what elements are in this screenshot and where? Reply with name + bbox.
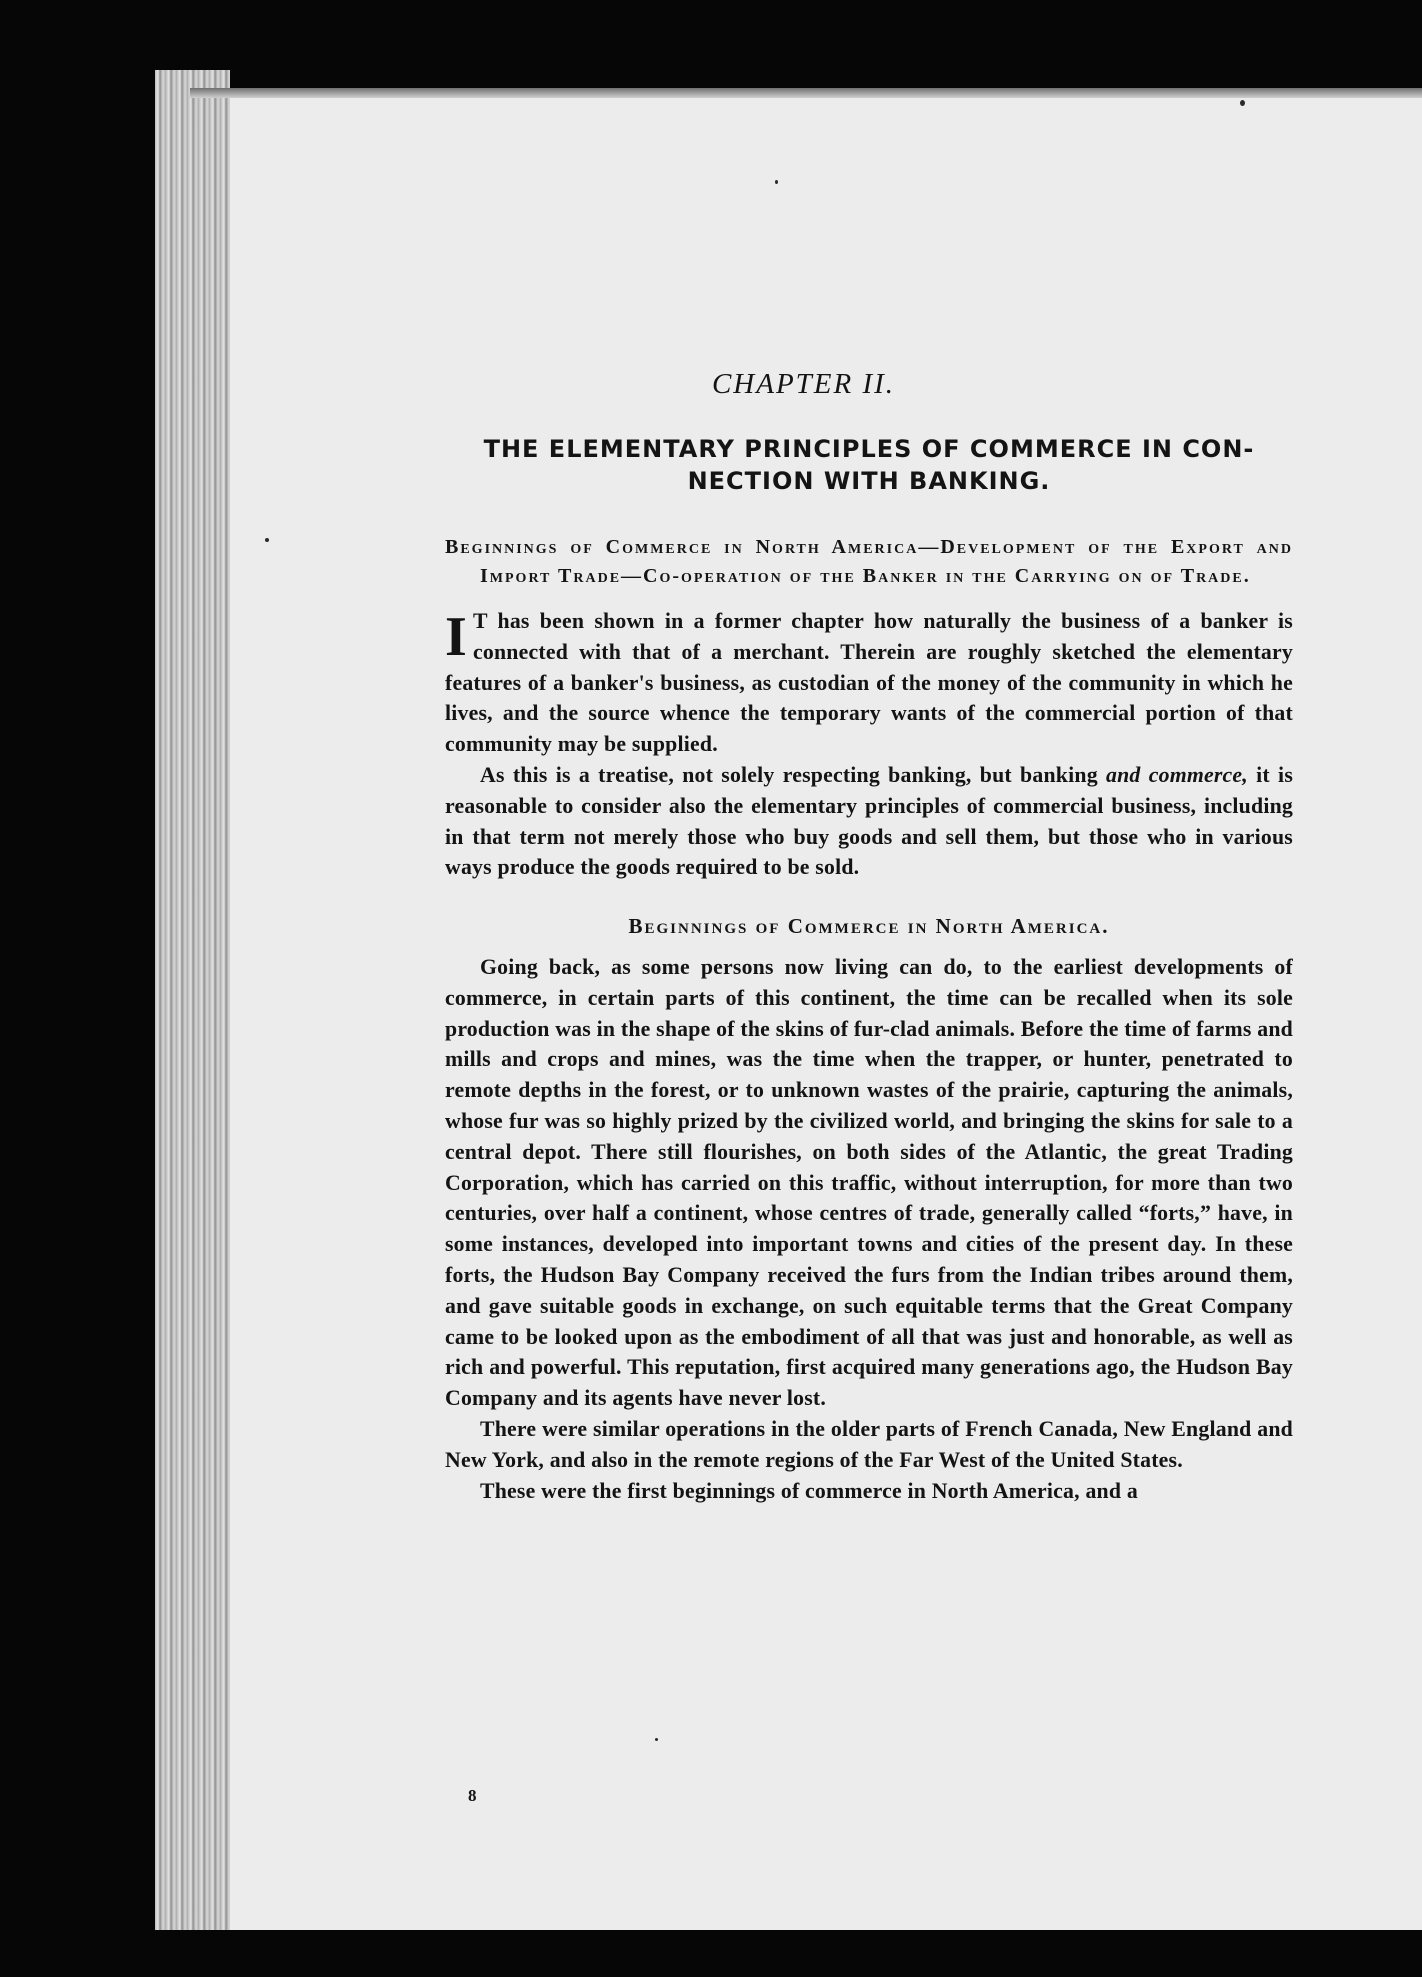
paragraph-2-italic: and commerce, — [1106, 762, 1248, 787]
paragraph-2-start: As this is a treatise, not solely respecting banking, but banking — [480, 762, 1106, 787]
scan-speck — [1240, 100, 1245, 106]
scan-speck — [265, 538, 269, 542]
chapter-body — [445, 606, 1293, 1506]
paragraph-1-text: T has been shown in a former chapter how naturally the business of a banker is connected with that of a merchant. Therein are roughly sketched the elementary features of a banker's business, as custodian of the money of the community in which he lives, and the source whence the temporary wants of the commercial portion of that community may be supplied. — [445, 609, 1293, 757]
paragraph-1 — [445, 606, 1293, 760]
paragraph-2-end: it is reasonable to consider also the elementary principles of commercial business, including in that term not merely those who buy goods and sell them, but those who in various ways produce the goods required to be sold. — [445, 762, 1293, 880]
section-heading: Beginnings of Commerce in North America. — [628, 914, 1110, 939]
paragraph-2 — [445, 760, 1293, 883]
book-page-edges — [155, 70, 230, 1930]
paragraph-4: There were similar operations in the older parts of French Canada, New England and New York, and also in the remote regions of the Far West of the United States. — [445, 1416, 1293, 1472]
paragraph-5: These were the first beginnings of commerce in North America, and a — [480, 1478, 1138, 1503]
chapter-label: CHAPTER II. — [711, 368, 896, 400]
page-number: 8 — [468, 1786, 477, 1805]
drop-cap: I — [445, 606, 467, 668]
paragraph-3: Going back, as some persons now living can do, to the earliest developments of commerce, in certain parts of this continent, the time can be recalled when its sole production was in the shape of the skins of fur-clad animals. Before the time of farms and mills and crops and mines, was the time when the trapper, or hunter, penetrated to remote depths in the forest, or to unknown wastes of the prairie, capturing the animals, whose fur was so highly prized by the civilized world, and bringing the skins for sale to a central depot. There still flourishes, on both sides of the Atlantic, the great Trading Corporation, which has carried on this traffic, without interruption, for more than two centuries, over half a continent, whose centres of trade, generally called “forts,” have, in some instances, developed into important towns and cities of the present day. In these forts, the Hudson Bay Company received the furs from the Indian tribes around them, and gave suitable goods in exchange, on such equitable terms that the Great Company came to be looked upon as the embodiment of all that was just and honorable, as well as rich and powerful. This reputation, first acquired many generations ago, the Hudson Bay Company and its agents have never lost. — [445, 954, 1293, 1411]
scanned-page — [230, 98, 1422, 1930]
chapter-synopsis: Beginnings of Commerce in North America—Development of the Export and Import Trade—Co-operation of the Banker in the Carrying on of Trade. — [445, 536, 1293, 587]
chapter-title: THE ELEMENTARY PRINCIPLES OF COMMERCE IN CON-NECTION WITH BANKING. — [483, 435, 1255, 495]
scan-speck — [655, 1738, 658, 1741]
scan-speck — [775, 180, 778, 184]
book-top-edge — [190, 88, 1422, 98]
